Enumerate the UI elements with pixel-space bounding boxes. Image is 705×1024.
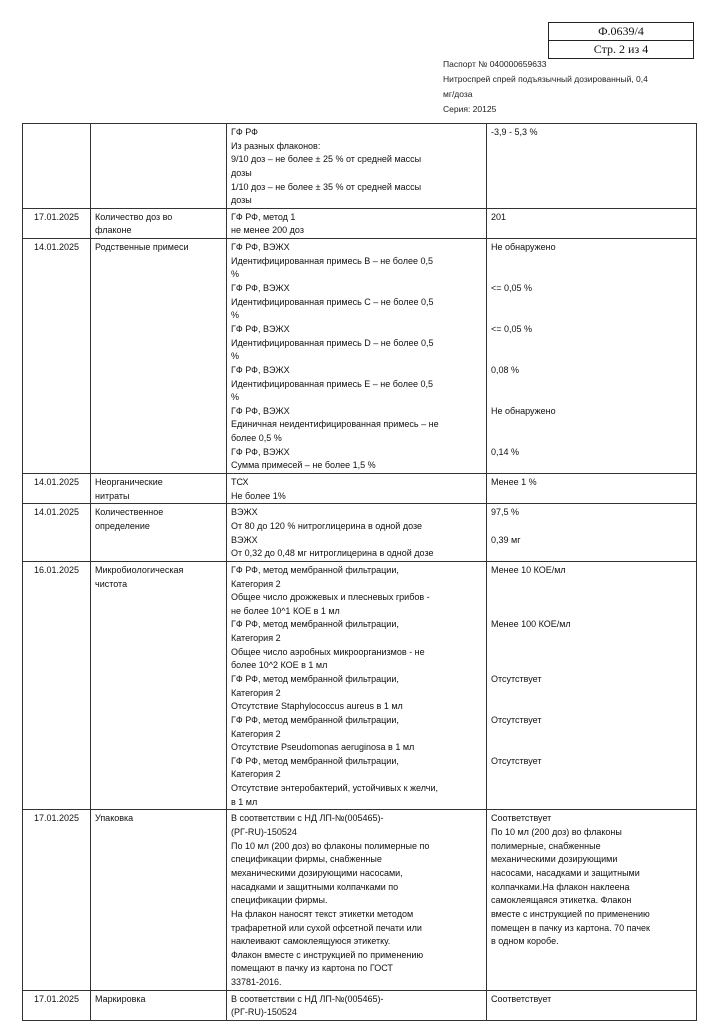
cell-line: 33781-2016. — [231, 977, 282, 988]
passport-number: Паспорт № 040000659633 — [443, 59, 547, 69]
table-row — [23, 504, 697, 562]
table-row — [23, 208, 697, 238]
table-row — [23, 124, 697, 209]
norm-requirement-cell — [227, 239, 487, 474]
cell-line: не менее 200 доз — [231, 225, 304, 236]
batch-number: Серия: 20125 — [443, 104, 497, 114]
cell-line: -3,9 - 5,3 % — [491, 127, 538, 137]
cell-line: ГФ РФ, ВЭЖХ — [231, 446, 290, 457]
cell-line: Количественное — [95, 507, 164, 518]
cell-line: % — [231, 269, 240, 280]
cell-line: % — [231, 351, 240, 362]
cell-line: Категория 2 — [231, 633, 281, 644]
cell-line — [491, 337, 692, 351]
cell-line — [491, 591, 692, 605]
cell-line — [491, 255, 692, 269]
cell-line: насадками и защитными колпачками по — [231, 881, 399, 892]
test-parameter-cell — [91, 124, 227, 209]
cell-line: ГФ РФ, ВЭЖХ — [231, 364, 290, 375]
cell-line: Количество доз во — [95, 211, 173, 222]
cell-line: % — [231, 310, 240, 321]
test-date-cell — [23, 561, 91, 810]
cell-line: Идентифицированная примесь Е – не более 0,5 — [231, 378, 433, 389]
cell-line: Сумма примесей – не более 1,5 % — [231, 460, 376, 471]
cell-line: Отсутствие Pseudomonas aeruginosa в 1 мл — [231, 742, 415, 753]
cell-line: 0,14 % — [491, 446, 520, 457]
cell-line: 14.01.2025 — [33, 507, 80, 518]
cell-line: Не обнаружено — [491, 405, 556, 416]
cell-line: (РГ-RU)-150524 — [231, 827, 297, 838]
form-code-box — [548, 22, 694, 59]
cell-line: нитраты — [95, 490, 130, 501]
cell-line: Соответствует — [491, 813, 552, 824]
cell-line — [491, 605, 692, 619]
cell-line: ВЭЖХ — [231, 507, 258, 518]
cell-line: ГФ РФ, ВЭЖХ — [231, 283, 290, 294]
cell-line: ГФ РФ, метод мембранной фильтрации, — [231, 564, 399, 575]
cell-line: Категория 2 — [231, 687, 281, 698]
cell-line: Отсутствие энтеробактерий, устойчивых к желчи, — [231, 783, 439, 794]
cell-line: Упаковка — [95, 813, 134, 824]
cell-line: <= 0,05 % — [491, 323, 533, 334]
cell-line: ГФ РФ, ВЭЖХ — [231, 323, 290, 334]
cell-line: Менее 10 КОЕ/мл — [491, 564, 566, 575]
test-result-cell — [487, 208, 697, 238]
cell-line: трафаретной или сухой офсетной печати или — [231, 922, 422, 933]
cell-line: Не обнаружено — [491, 242, 556, 253]
cell-line: Отсутствует — [491, 755, 542, 766]
cell-line: наклеивают самоклеящуюся этикетку. — [231, 936, 391, 947]
cell-line: Отсутствие Staphylococcus aureus в 1 мл — [231, 701, 403, 712]
cell-line — [491, 418, 692, 432]
cell-line: 17.01.2025 — [33, 813, 80, 824]
cell-line: в одном коробе. — [491, 936, 559, 947]
cell-line: Менее 100 КОЕ/мл — [491, 619, 571, 630]
norm-requirement-cell — [227, 474, 487, 504]
cell-line: Из разных флаконов: — [231, 140, 321, 151]
cell-line — [491, 687, 692, 701]
cell-line: 0,08 % — [491, 364, 520, 375]
cell-line: дозы — [231, 167, 252, 178]
cell-line: в 1 мл — [231, 796, 258, 807]
cell-line: ГФ РФ, ВЭЖХ — [231, 405, 290, 416]
page-number: Стр. 2 из 4 — [549, 40, 693, 58]
test-parameter-cell — [91, 208, 227, 238]
cell-line: От 80 до 120 % нитроглицерина в одной дозе — [231, 520, 423, 531]
cell-line: спецификации фирмы, снабженные — [231, 854, 382, 865]
cell-line: ГФ РФ, метод мембранной фильтрации, — [231, 755, 399, 766]
cell-line: ГФ РФ, метод мембранной фильтрации, — [231, 673, 399, 684]
cell-line — [491, 741, 692, 755]
cell-line: Идентифицированная примесь В – не более 0,5 — [231, 255, 433, 266]
cell-line: спецификации фирмы. — [231, 895, 328, 906]
cell-line: От 0,32 до 0,48 мг нитроглицерина в одной дозе — [231, 548, 434, 559]
cell-line: Идентифицированная примесь D – не более 0,5 — [231, 337, 434, 348]
cell-line: Микробиологическая — [95, 564, 184, 575]
test-parameter-cell — [91, 474, 227, 504]
cell-line: Категория 2 — [231, 578, 281, 589]
cell-line: 14.01.2025 — [33, 477, 80, 488]
cell-line: В соответствии с НД ЛП-№(005465)- — [231, 813, 384, 824]
test-result-cell — [487, 810, 697, 990]
cell-line: ГФ РФ, метод 1 — [231, 211, 296, 222]
cell-line: 9/10 доз – не более ± 25 % от средней массы — [231, 154, 422, 165]
cell-line: флаконе — [95, 225, 132, 236]
cell-line: Родственные примеси — [95, 242, 189, 253]
cell-line: Не более 1% — [231, 490, 286, 501]
product-dose: мг/доза — [443, 89, 473, 99]
table-row — [23, 474, 697, 504]
norm-requirement-cell — [227, 124, 487, 209]
cell-line: ВЭЖХ — [231, 534, 258, 545]
cell-line: 16.01.2025 — [33, 564, 80, 575]
cell-line: По 10 мл (200 доз) во флаконы — [491, 827, 622, 838]
cell-line: механическими дозирующими насосами, — [231, 867, 403, 878]
cell-line: вместе с инструкцией по применению — [491, 908, 650, 919]
table-row — [23, 990, 697, 1020]
table-row — [23, 239, 697, 474]
cell-line — [491, 728, 692, 742]
cell-line: Отсутствует — [491, 673, 542, 684]
cell-line: 17.01.2025 — [33, 211, 80, 222]
test-result-cell — [487, 561, 697, 810]
cell-line: не более 10^1 КОЕ в 1 мл — [231, 605, 340, 616]
cell-line: Отсутствует — [491, 714, 542, 725]
table-row — [23, 561, 697, 810]
cell-line: дозы — [231, 195, 252, 206]
cell-line: определение — [95, 520, 150, 531]
cell-line: 1/10 доз – не более ± 35 % от средней массы — [231, 181, 422, 192]
cell-line: колпачками.На флакон наклеена — [491, 881, 630, 892]
cell-line: ГФ РФ, ВЭЖХ — [231, 242, 290, 253]
cell-line: Маркировка — [95, 993, 146, 1004]
test-parameter-cell — [91, 561, 227, 810]
norm-requirement-cell — [227, 810, 487, 990]
cell-line: Единичная неидентифицированная примесь – не — [231, 419, 439, 430]
test-result-cell — [487, 504, 697, 562]
cell-line: насосами, насадками и защитными — [491, 867, 640, 878]
test-parameter-cell — [91, 239, 227, 474]
cell-line — [491, 520, 692, 534]
cell-line: <= 0,05 % — [491, 283, 533, 294]
cell-line: В соответствии с НД ЛП-№(005465)- — [231, 993, 384, 1004]
cell-line: Менее 1 % — [491, 477, 537, 488]
test-result-cell — [487, 474, 697, 504]
cell-line — [491, 632, 692, 646]
test-result-cell — [487, 239, 697, 474]
cell-line: Категория 2 — [231, 769, 281, 780]
test-date-cell — [23, 124, 91, 209]
cell-line — [491, 378, 692, 392]
test-parameter-cell — [91, 810, 227, 990]
cell-line: (РГ-RU)-150524 — [231, 1007, 297, 1018]
cell-line — [491, 309, 692, 323]
test-date-cell — [23, 810, 91, 990]
cell-line: 201 — [491, 211, 507, 222]
test-parameter-cell — [91, 504, 227, 562]
cell-line: помещают в пачку из картона по ГОСТ — [231, 963, 393, 974]
test-result-cell — [487, 990, 697, 1020]
cell-line: 97,5 % — [491, 507, 520, 518]
cell-line: Категория 2 — [231, 728, 281, 739]
test-date-cell — [23, 239, 91, 474]
product-name: Нитроспрей спрей подъязычный дозированный, 0,4 — [443, 74, 648, 84]
cell-line — [491, 646, 692, 660]
cell-line: самоклеящаяся этикетка. Флакон — [491, 895, 632, 906]
cell-line: чистота — [95, 578, 128, 589]
cell-line: Идентифицированная примесь С – не более 0,5 — [231, 296, 434, 307]
cell-line: % — [231, 392, 240, 403]
test-date-cell — [23, 474, 91, 504]
cell-line — [491, 296, 692, 310]
cell-line — [491, 350, 692, 364]
cell-line — [491, 432, 692, 446]
cell-line: Общее число аэробных микроорганизмов - не — [231, 646, 425, 657]
form-code: Ф.0639/4 — [598, 24, 644, 38]
cell-line: Флакон вместе с инструкцией по применению — [231, 949, 424, 960]
cell-line: На флакон наносят текст этикетки методом — [231, 908, 414, 919]
cell-line — [491, 659, 692, 673]
test-date-cell — [23, 990, 91, 1020]
cell-line: полимерные, снабженные — [491, 840, 601, 851]
cell-line: 17.01.2025 — [33, 993, 80, 1004]
test-date-cell — [23, 208, 91, 238]
cell-line — [491, 391, 692, 405]
cell-line: ГФ РФ, метод мембранной фильтрации, — [231, 619, 399, 630]
cell-line — [491, 578, 692, 592]
norm-requirement-cell — [227, 990, 487, 1020]
norm-requirement-cell — [227, 208, 487, 238]
cell-line: По 10 мл (200 доз) во флаконы полимерные по — [231, 840, 430, 851]
cell-line: 0,39 мг — [491, 534, 521, 545]
cell-line: помещен в пачку из картона. 70 пачек — [491, 922, 650, 933]
cell-line: более 0,5 % — [231, 433, 282, 444]
cell-line: ГФ РФ — [231, 127, 258, 137]
cell-line — [491, 268, 692, 282]
cell-line: ТСХ — [231, 477, 249, 488]
cell-line: 14.01.2025 — [33, 242, 80, 253]
test-result-cell — [487, 124, 697, 209]
cell-line: механическими дозирующими — [491, 854, 618, 865]
test-results-table — [22, 123, 697, 1021]
cell-line — [491, 700, 692, 714]
table-row — [23, 810, 697, 990]
cell-line: более 10^2 КОЕ в 1 мл — [231, 660, 328, 671]
cell-line — [23, 126, 90, 140]
cell-line: Неорганические — [95, 477, 163, 488]
norm-requirement-cell — [227, 504, 487, 562]
cell-line: Соответствует — [491, 993, 552, 1004]
norm-requirement-cell — [227, 561, 487, 810]
test-parameter-cell — [91, 990, 227, 1020]
cell-line: ГФ РФ, метод мембранной фильтрации, — [231, 714, 399, 725]
test-date-cell — [23, 504, 91, 562]
cell-line: Общее число дрожжевых и плесневых грибов - — [231, 592, 430, 603]
passport-info — [443, 57, 648, 117]
